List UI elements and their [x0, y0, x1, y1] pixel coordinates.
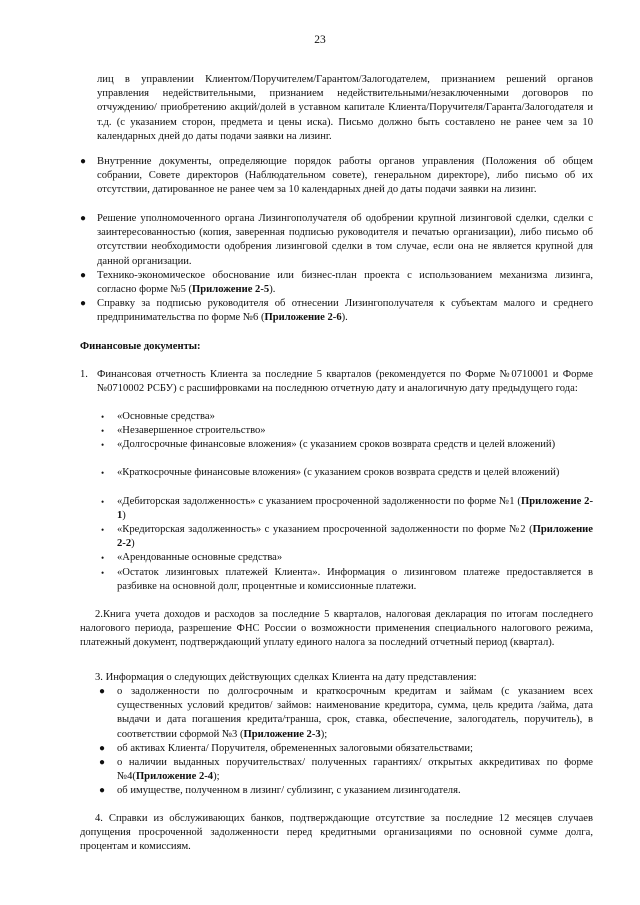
- subitem-lease-payments: «Остаток лизинговых платежей Клиента». Информация о лизинговом платеже предоставляется в разбивке на основной долг, процентные и комиссионные платежи.: [117, 567, 593, 593]
- item-current-deals: 3. Информация о следующих действующих сделках Клиента на дату представления:: [95, 672, 477, 683]
- appendix-ref: Приложение 2-6: [264, 312, 342, 324]
- bullet-internal-docs: Внутренние документы, определяющие порядок работы органов управления (Положения об общем собрании, Совете директоров (Наблюдательном совете), генеральном директоре), либо письмо об их отсутствии, датированное не ранее чем за 10 календарных дней до даты подачи заявки на лизинг.: [97, 156, 593, 196]
- item-financial-statements: Финансовая отчетность Клиента за последние 5 кварталов (рекомендуется по Форме №0710001 и Форме №0710002 РСБУ) с расшифровками на последнюю отчетную дату и аналогичную дату предыдущего года:: [97, 369, 593, 395]
- bullet-icon: •: [101, 497, 105, 507]
- bullet-icon: ●: [80, 156, 87, 167]
- item-bank-certificates: 4. Справки из обслуживающих банков, подтверждающие отсутствие за последние 12 месяцев случаев допущения просроченной задолженности перед кредитными организациями по основной сумме долга, процентам и комиссиям.: [80, 813, 593, 853]
- bullet-icon: •: [101, 426, 105, 436]
- bullet-icon: •: [101, 553, 105, 563]
- bullet-icon: •: [101, 525, 105, 535]
- bullet-icon: •: [101, 468, 105, 478]
- bullet-icon: ●: [99, 785, 106, 796]
- financial-documents-heading: Финансовые документы:: [80, 341, 201, 352]
- bullet-icon: ●: [99, 743, 106, 754]
- bullet-business-plan: Технико-экономическое обоснование или бизнес-план проекта с использованием механизма лизинга, согласно форме №5 (Приложение 2-5).: [97, 270, 593, 296]
- bullet-icon: •: [101, 412, 105, 422]
- subitem-short-term-investments: «Краткосрочные финансовые вложения» (с указанием сроков возврата средств и целей вложений): [117, 467, 560, 478]
- appendix-ref: Приложение 2-2: [117, 524, 593, 550]
- bullet-sme-certificate: Справку за подписью руководителя об отнесении Лизингополучателя к субъектам малого и среднего предпринимательства по форме №6 (Приложение 2-6).: [97, 298, 593, 324]
- bullet-icon: ●: [80, 270, 87, 281]
- bullet-icon: ●: [99, 686, 106, 697]
- subitem-leased-property: об имуществе, полученном в лизинг/ сублизинг, с указанием лизингодателя.: [117, 785, 461, 796]
- appendix-ref: Приложение 2-1: [117, 496, 593, 522]
- bullet-approval-decision: Решение уполномоченного органа Лизингополучателя об одобрении крупной лизинговой сделки, сделки с заинтересованностью (копия, заверенная подписью руководителя и печатью организации), либо письмо об отсутствии необходимости одобрения лизинговой сделки в том случае, если она не является крупной для данной организации.: [97, 213, 593, 267]
- bullet-icon: ●: [99, 757, 106, 768]
- bullet-icon: •: [101, 440, 105, 450]
- item-income-book: 2.Книга учета доходов и расходов за последние 5 кварталов, налоговая декларация по итогам последнего налогового периода, разрешение ФНС России о возможности применения специального налогового режима, платежный документ, подтверждающий уплату единого налога за последний отчетный период (квартал).: [80, 609, 593, 649]
- subitem-payables: «Кредиторская задолженность» с указанием просроченной задолженности по форме №2 (Приложение 2-2): [117, 524, 593, 550]
- bullet-icon: ●: [80, 298, 87, 309]
- subitem-fixed-assets: «Основные средства»: [117, 411, 215, 422]
- subitem-construction: «Незавершенное строительство»: [117, 425, 266, 436]
- appendix-ref: Приложение 2-3: [243, 728, 321, 740]
- appendix-ref: Приложение 2-4: [135, 771, 214, 783]
- intro-continuation: лиц в управлении Клиентом/Поручителем/Гарантом/Залогодателем, признанием решений органов управления недействительными, признанием недействительными/незаключенными договоров по отчуждению/ приобретению акций/долей в уставном капитале Клиента/Поручителя/Гаранта/Залогодателя и т.д. (с указанием сторон, предмета и цены иска). Письмо должно быть составлено не ранее чем за 10 календарных дней до даты подачи заявки на лизинг.: [97, 74, 593, 142]
- subitem-guarantees: о наличии выданных поручительствах/ полученных гарантиях/ открытых аккредитивах по форме №4(Приложение 2-4);: [117, 757, 593, 783]
- subitem-leased-assets: «Арендованные основные средства»: [117, 552, 283, 563]
- page-number: 23: [314, 34, 326, 46]
- bullet-icon: •: [101, 568, 105, 578]
- bullet-icon: ●: [80, 213, 87, 224]
- subitem-long-term-investments: «Долгосрочные финансовые вложения» (с указанием сроков возврата средств и целей вложений): [117, 439, 556, 450]
- subitem-receivables: «Дебиторская задолженность» с указанием просроченной задолженности по форме №1 (Приложение 2-1): [117, 496, 593, 522]
- subitem-loans: о задолженности по долгосрочным и краткосрочным кредитам и займам (с указанием всех существенных условий кредитов/ займов: наименование кредитора, сумма, цель кредита /займа, дата выдачи и дата погашения кредита/транша, срок, ставка, обеспечение, залогодатель, поручитель), в соответствии сформой №3 (Приложение 2-3);: [117, 686, 593, 740]
- subitem-pledged-assets: об активах Клиента/ Поручителя, обремененных залоговыми обязательствами;: [117, 743, 474, 754]
- item-number: 1.: [80, 369, 88, 380]
- appendix-ref: Приложение 2-5: [192, 284, 270, 296]
